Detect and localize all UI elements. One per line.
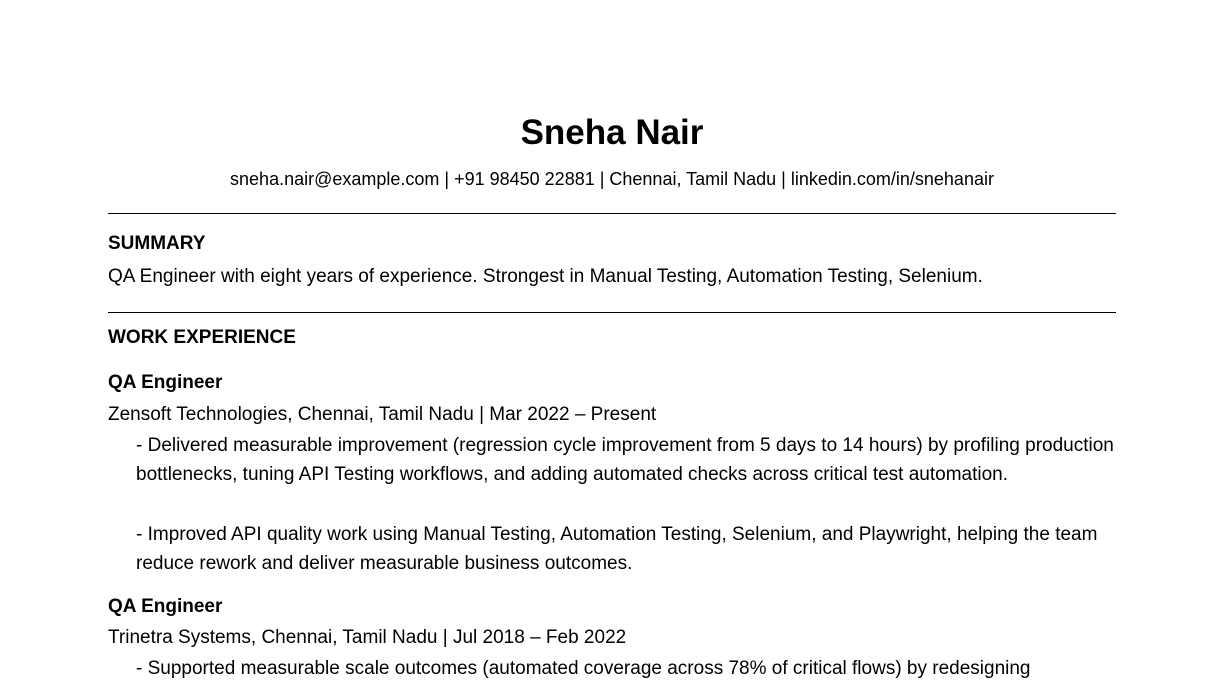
job-title: QA Engineer — [108, 596, 223, 617]
summary-text: QA Engineer with eight years of experience. Strongest in Manual Testing, Automation Testing, Selenium. — [108, 266, 983, 287]
job-meta: Zensoft Technologies, Chennai, Tamil Nadu | Mar 2022 – Present — [108, 404, 657, 425]
job-title: QA Engineer — [108, 372, 223, 393]
job-bullet: - Improved API quality work using Manual Testing, Automation Testing, Selenium, and Playwright, helping the team reduce rework and deliver measurable business outcomes. — [136, 524, 1098, 574]
summary-heading: SUMMARY — [108, 233, 206, 254]
divider — [108, 213, 1116, 214]
job-meta: Trinetra Systems, Chennai, Tamil Nadu | Jul 2018 – Feb 2022 — [108, 627, 627, 648]
work-experience-heading: WORK EXPERIENCE — [108, 327, 296, 348]
job-bullet: - Supported measurable scale outcomes (automated coverage across 78% of critical flows) by redesigning — [136, 658, 1031, 679]
candidate-name: Sneha Nair — [520, 113, 704, 152]
contact-line: sneha.nair@example.com | +91 98450 22881 | Chennai, Tamil Nadu | linkedin.com/in/snehanair — [230, 169, 994, 189]
job-bullet: - Delivered measurable improvement (regression cycle improvement from 5 days to 14 hours) by profiling production bottlenecks, tuning API Testing workflows, and adding automated checks across critical test automation. — [136, 435, 1114, 485]
divider — [108, 312, 1116, 313]
